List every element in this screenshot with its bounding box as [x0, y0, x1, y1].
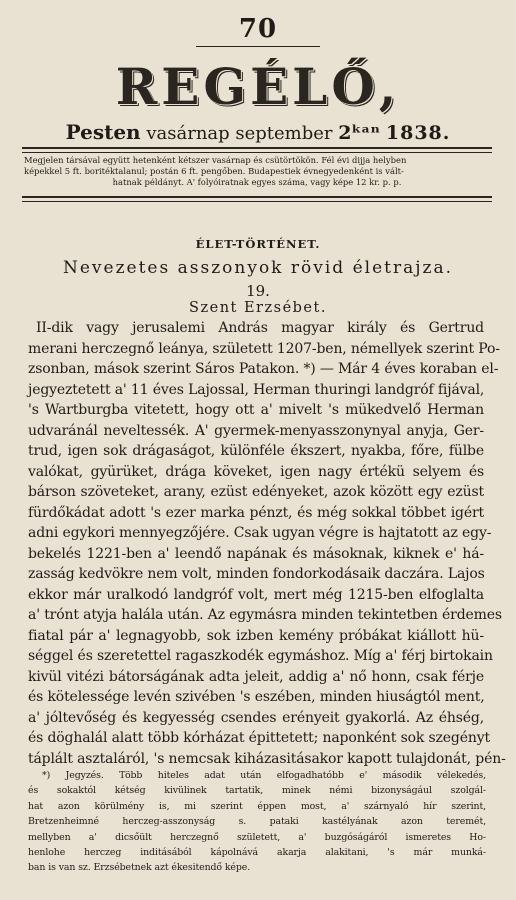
footnote-line: és sokaktól kétség kivülinek tartatik, minek némi bizonyságául szolgál- [28, 785, 486, 797]
footnote-line: *) Jegyzés. Több hiteles adat után elfogadhatóbb e' második vélekedés, [42, 770, 486, 781]
notice-line: hatnak példányt. A' folyóiratnak egyes száma, vagy képe 12 kr. p. p. [112, 177, 402, 187]
notice-line: képekkel 5 ft. boritéktalanul; postán 6 ft. pengőben. Budapestiek évnegyedenként is vált- [24, 166, 404, 176]
article-number: 19. [246, 282, 270, 300]
body-line: zasság kedvökre nem volt, minden fondorkodásaik daczára. Lajos [28, 566, 485, 582]
dateline-city: Pesten [65, 120, 141, 144]
article-title: Nevezetes asszonyok rövid életrajza. [62, 258, 453, 278]
body-line: bárson szöveteket, arany, ezüst edényeket, azok között egy ezüst [28, 484, 484, 500]
body-line: a' jóltevőség és kegyesség csendes erényeit gyakorlá. Az éhség, [28, 709, 484, 726]
page-number: 70 [238, 14, 278, 44]
notice-line: Megjelen társával együtt hetenként kétszer vasárnap és csütörtökön. Fél évi dijja helyben [24, 155, 407, 165]
footnote-line: hat azon körülmény is, mi szerint éppen most, a' szárnyaló hír szerint, [28, 800, 486, 812]
body-line: bekelés 1221-ben a' leendő napának és másoknak, kiknek e' há- [28, 545, 484, 562]
footnote-line: henlohe herczeg inditásából kápolnává akarja alakitani, 's már munká- [28, 847, 486, 859]
body-line: kivül vitézi bátorságának adta jeleit, addig a' nő honn, csak férje [28, 668, 484, 685]
notice-divider [22, 196, 492, 202]
dateline-weekday-month: vasárnap september [146, 123, 333, 144]
article-subtitle: Szent Erzsébet. [189, 300, 327, 316]
body-line: séggel és szeretettel ragaszkodék egymáshoz. Míg a' férj birtokain [28, 648, 493, 664]
dateline-year: 1838. [385, 122, 451, 144]
body-line: ekkor már uralkodó landgróf volt, mert még 1215-ben elfoglalta [28, 586, 484, 603]
body-line: és döghalál alatt több kórházat épittetett; naponként sok szegényt [28, 730, 490, 746]
body-line: táplált asztaláról, 's nemcsak kiházasitásakor kapott tulajdonát, pén- [28, 750, 506, 767]
body-line: adni egykori mennyegzőjére. Csak ugyan végre is hajtatott az egy- [28, 525, 492, 541]
footnote-line: mellyben a' dicsőült herczegnő született, a' buzgóságáról ismeretes Ho- [28, 831, 486, 843]
dateline-day: 2ᵏᵃⁿ [338, 122, 381, 144]
body-line: fürdőkádat adott 's ezer marka pénzt, és még sokkal többet igért [28, 504, 484, 521]
body-line: fiatal pár a' legnagyobb, sok izben kemény próbákat kiállott hü- [28, 627, 484, 644]
body-line: és kötelessége levén szivében 's eszében, minden hiuságtól ment, [28, 689, 485, 705]
body-line: II-dik vagy jerusalemi András magyar király és Gertrud [36, 320, 484, 336]
footnote-line: Bretzenheimné herczeg-asszonyság s. pataki kastélyának azon teremét, [28, 816, 486, 828]
body-line: valókat, gyürüket, drága köveket, igen nagy értékü selyem és [28, 463, 484, 480]
body-line: trud, igen sok drágaságot, különféle ékszert, nyakba, főre, fülbe [28, 443, 484, 459]
dateline [28, 120, 488, 144]
footnote-line: ban is van sz. Erzsébetnek azt ékesitendő képe. [28, 862, 251, 874]
header-divider [22, 147, 492, 153]
subscription-notice [24, 155, 490, 188]
section-title: ÉLET-TÖRTÉNET. [195, 237, 321, 251]
page-number-rule [196, 46, 320, 47]
article-body [28, 318, 506, 769]
body-line: jegyeztetett a' 11 éves Lajossal, Herman thuringi landgróf fijával, [28, 381, 485, 398]
body-line: udvaránál neveltessék. A' gyermek-menyasszonynyal anyja, Ger- [28, 422, 484, 439]
body-line: zsonban, mások szerint Sáros Patakon. *) — Már 4 éves koraban el- [28, 361, 499, 377]
footnote [28, 768, 486, 876]
body-line: merani herczegnő leánya, született 1207-ben, némellyek szerint Po- [28, 340, 500, 357]
body-line: a' trónt atyja halála után. Az egymásra minden tekintetben érdemes [28, 607, 502, 623]
masthead-title: REGÉLŐ, [115, 57, 401, 116]
body-line: 's Wartburgba vitetett, hogy ott a' mivelt 's mükedvelő Herman [28, 402, 484, 418]
